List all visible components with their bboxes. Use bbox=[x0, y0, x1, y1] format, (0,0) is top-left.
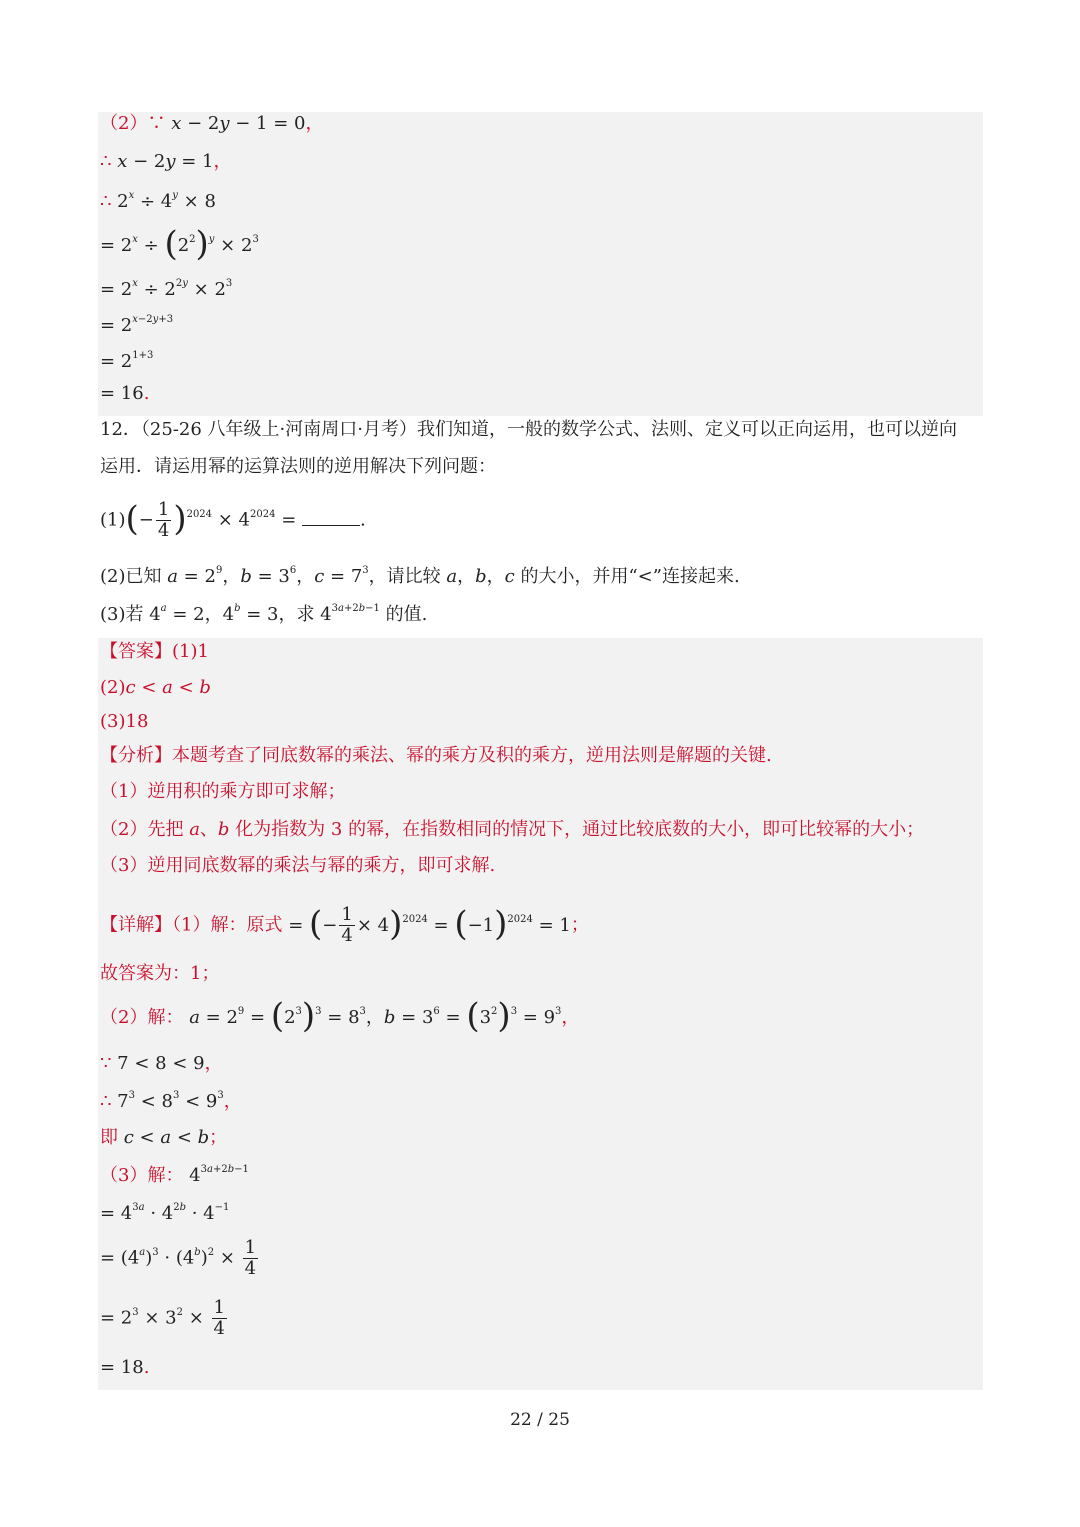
answer-1: (1)1 bbox=[172, 641, 209, 662]
detail-line8: = $4^{3a} \cdot 4^{2b} \cdot 4^{-1}$ bbox=[100, 1202, 230, 1224]
prev-part2-line1: （2）∵ x − 2y − 1 = 0， bbox=[100, 113, 324, 134]
prev-part2-line2: ∴ x − 2y = 1， bbox=[100, 151, 232, 172]
page-number: 22 / 25 bbox=[510, 1410, 570, 1430]
q12-sub1: (1)(− $\frac{1}{4}$ )$^{2024} \times 4^{2024}$ = . bbox=[100, 498, 366, 541]
q12-sub2: (2)已知 $a = 2^9$，$b = 3^6$，$c = 7^3$，请比较 a，b，c 的大小，并用“<”连接起来. bbox=[100, 565, 740, 587]
detail-line5: ∴ $7^3 < 8^3 < 9^3$， bbox=[100, 1090, 242, 1112]
prev-part2-line4: = $2^x \div (2^2)^y \times 2^3$ bbox=[100, 224, 259, 264]
detail-line2: 故答案为：1； bbox=[100, 963, 220, 984]
analysis-line bbox=[100, 744, 772, 768]
prev-part2-line7: = $2^{1+3}$ bbox=[100, 350, 154, 372]
detail-line4: ∵ 7 < 8 < 9， bbox=[100, 1053, 223, 1074]
analysis-tag: 【分析】 bbox=[100, 745, 172, 766]
q12-sub3: (3)若 $4^a = 2$，$4^b = 3$，求 $4^{3a+2b-1}$ 的值. bbox=[100, 603, 428, 625]
prev-part2-line6: = $2^{x-2y+3}$ bbox=[100, 314, 174, 336]
detail-line3: （2）解： $a = 2^9 = (2^3)^3 = 8^3$，$b = 3^6 = (3^2)^3 = 9^3$， bbox=[100, 996, 580, 1036]
analysis-step1: （1）逆用积的乘方即可求解； bbox=[100, 781, 346, 802]
detail-line1: 【详解】（1）解：原式 = (− $\frac{1}{4}$ × $4)^{2024} = (-1)^{2024} = 1$； bbox=[100, 903, 589, 946]
detail-tag: 【详解】 bbox=[100, 914, 172, 936]
analysis-step2: （2）先把 a、b 化为指数为 3 的幂，在指数相同的情况下，通过比较底数的大小，即可比较幂的大小； bbox=[100, 819, 925, 840]
q12-stem-line2: 运用．请运用幂的运算法则的逆用解决下列问题： bbox=[100, 456, 496, 477]
analysis-step3: （3）逆用同底数幂的乘法与幂的乘方，即可求解. bbox=[100, 855, 496, 876]
detail-line10: = $2^3 \times 3^2$ × $\frac{1}{4}$ bbox=[100, 1297, 225, 1339]
answer-tag: 【答案】 bbox=[100, 641, 172, 662]
answer-line1 bbox=[100, 640, 209, 664]
answer-line3: (3)18 bbox=[100, 711, 149, 732]
q12-stem-line1: 12．（25-26 八年级上·河南周口·月考）我们知道，一般的数学公式、法则、定义可以正向运用，也可以逆向 bbox=[100, 419, 957, 440]
detail-line6: 即 c < a < b； bbox=[100, 1127, 228, 1148]
detail-line11: = 18. bbox=[100, 1357, 150, 1378]
prev-part2-line3: ∴ $2^x \div 4^y \times 8$ bbox=[100, 190, 216, 212]
analysis-text: 本题考查了同底数幂的乘法、幂的乘方及积的乘方，逆用法则是解题的关键. bbox=[172, 745, 772, 766]
detail-line9: = $(4^a)^3 \cdot (4^b)^2$ × $\frac{1}{4}$ bbox=[100, 1237, 257, 1279]
prev-part2-line8: = 16. bbox=[100, 383, 150, 404]
answer-line2: (2)c < a < b bbox=[100, 677, 211, 698]
detail-line7: （3）解： $4^{3a+2b-1}$ bbox=[100, 1164, 249, 1186]
prev-part2-line5: = $2^x \div 2^{2y} \times 2^3$ bbox=[100, 278, 233, 300]
